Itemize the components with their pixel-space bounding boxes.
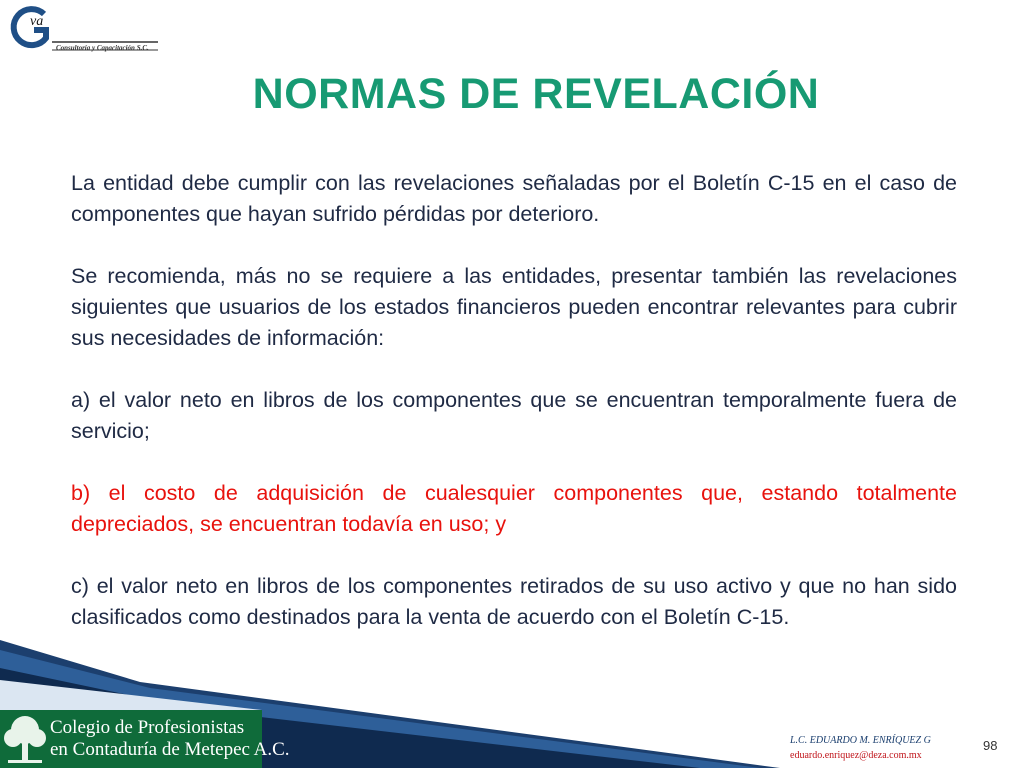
author-email: eduardo.enriquez@deza.com.mx <box>790 750 922 761</box>
colegio-line-2: en Contaduría de Metepec A.C. <box>50 739 290 760</box>
page-title: NORMAS DE REVELACIÓN <box>252 70 820 118</box>
page-number: 98 <box>983 738 998 753</box>
author-name: L.C. EDUARDO M. ENRÍQUEZ G <box>790 735 931 746</box>
tree-icon <box>0 710 50 768</box>
paragraph-1: La entidad debe cumplir con las revelaciones señaladas por el Boletín C-15 en el caso de componentes que hayan sufrido pérdidas por deterioro. <box>71 171 957 226</box>
logo-letters: va <box>30 14 44 29</box>
colegio-line-1: Colegio de Profesionistas <box>50 717 245 738</box>
paragraph-item-c: c) el valor neto en libros de los componentes retirados de su uso activo y que no han sido clasificados como destinados para la venta de acuerdo con el Boletín C-15. <box>71 574 957 629</box>
paragraph-2: Se recomienda, más no se requiere a las entidades, presentar también las revelaciones siguientes que usuarios de los estados financieros pueden encontrar relevantes para cubrir sus necesidades de información: <box>71 264 957 350</box>
company-logo <box>4 4 164 54</box>
paragraph-item-b: b) el costo de adquisición de cualesquier componentes que, estando totalmente depreciados, se encuentran todavía en uso; y <box>71 481 957 536</box>
paragraph-item-a: a) el valor neto en libros de los componentes que se encuentran temporalmente fuera de servicio; <box>71 388 957 443</box>
slide-body <box>71 168 957 664</box>
logo-company-name: Consultoría y Capacitación S.C. <box>56 44 149 52</box>
colegio-banner <box>0 710 290 768</box>
